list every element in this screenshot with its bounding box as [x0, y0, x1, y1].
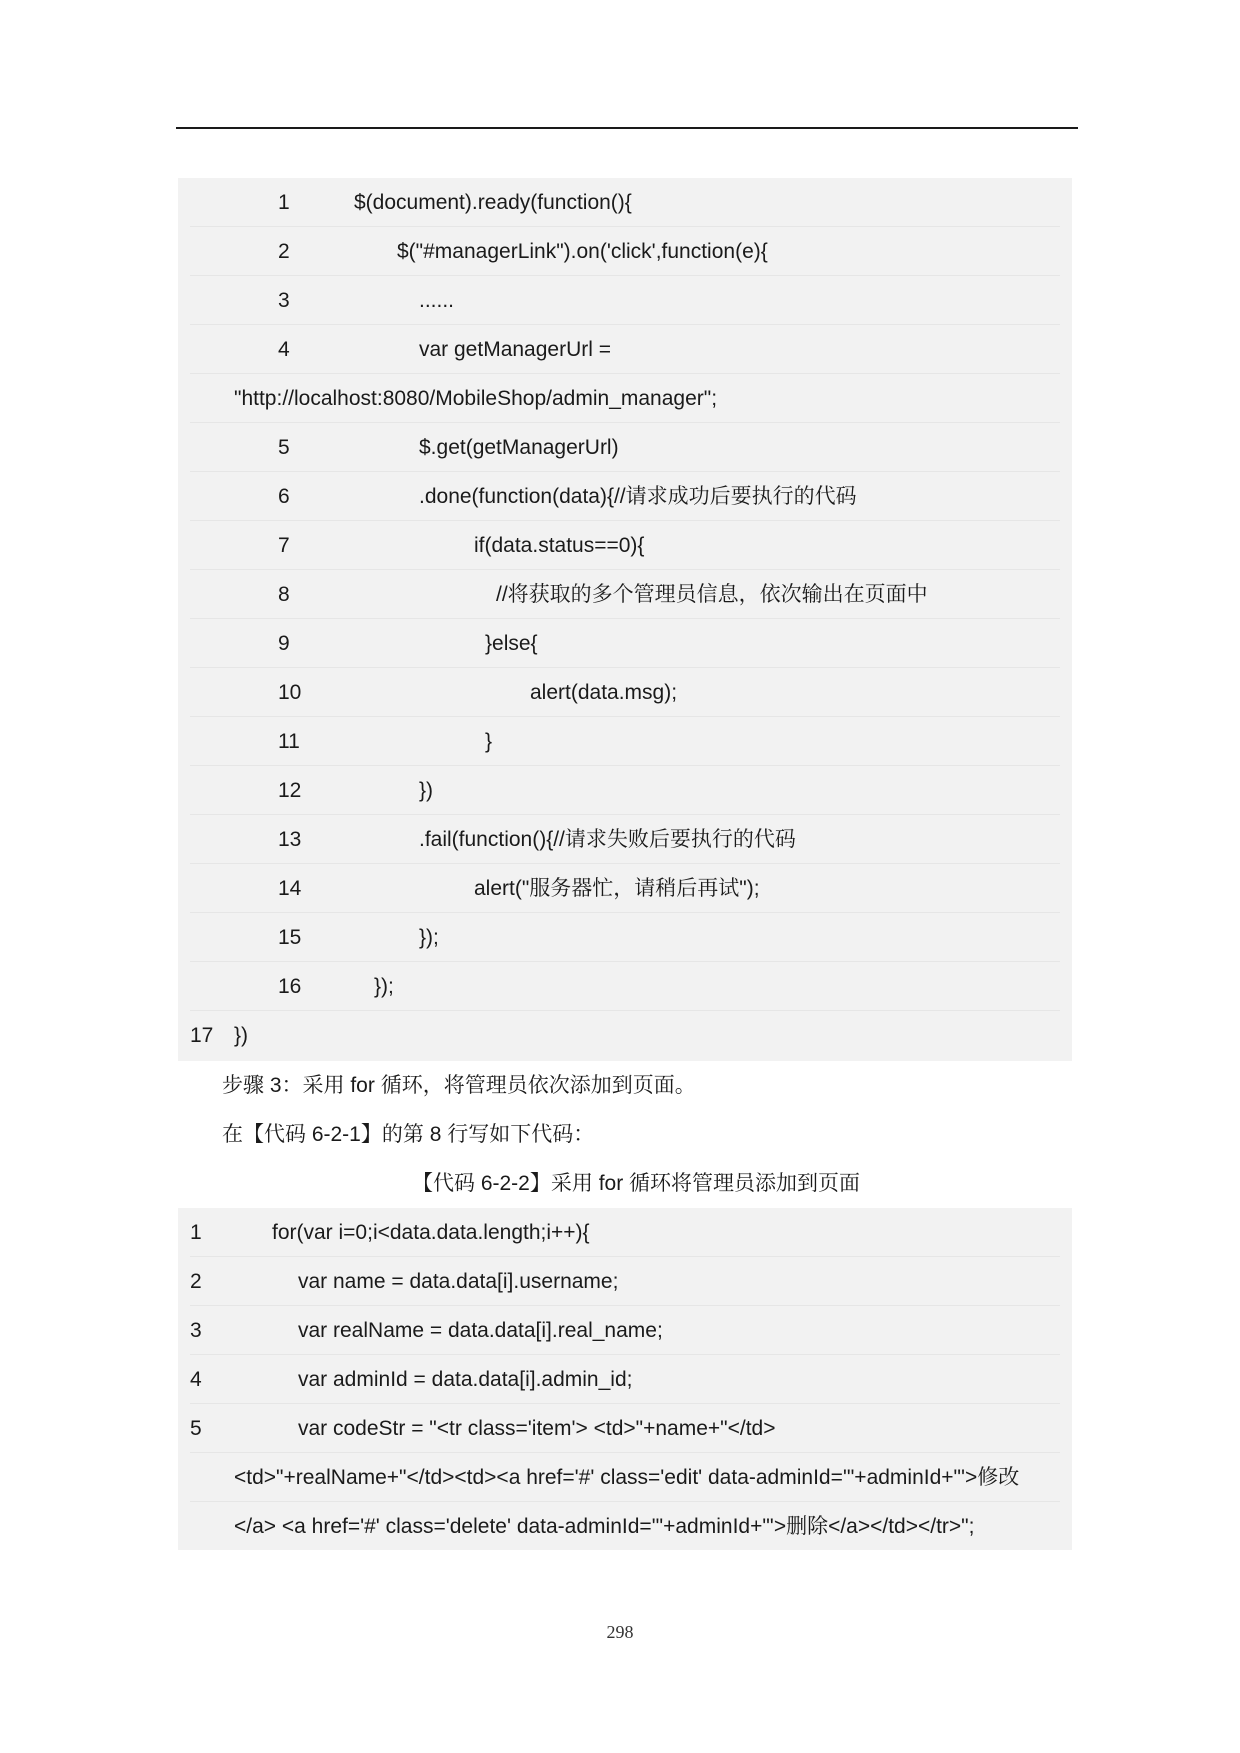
line-number: 5: [190, 1417, 202, 1440]
code-text: alert(data.msg);: [530, 681, 678, 704]
line-number: 4: [278, 338, 290, 361]
line-number: 6: [278, 485, 290, 508]
code-line: [178, 1306, 1072, 1355]
intro-text: 在【代码 6-2-1】的第 8 行写如下代码：: [222, 1123, 595, 1146]
code-line: [178, 423, 1072, 472]
code-line: [178, 1453, 1072, 1502]
line-number: 15: [278, 926, 302, 949]
line-number: 11: [278, 730, 300, 753]
code-text: for(var i=0;i<data.data.length;i++){: [272, 1221, 590, 1244]
code-text: $(document).ready(function(){: [354, 191, 632, 214]
code-line: [178, 1011, 1072, 1060]
line-number: 17: [190, 1024, 214, 1047]
code-line: [178, 864, 1072, 913]
code-text: //将获取的多个管理员信息，依次输出在页面中: [496, 583, 928, 606]
line-number: 16: [278, 975, 302, 998]
page-number: 298: [606, 1622, 634, 1642]
code-line: [178, 472, 1072, 521]
code-block-6-2-1: [178, 178, 1072, 1061]
code-line: [178, 374, 1072, 423]
header-rule: [176, 127, 1078, 129]
code-line: [178, 1208, 1072, 1257]
code-line: [178, 1404, 1072, 1453]
code-text: }: [485, 730, 493, 753]
line-number: 4: [190, 1368, 202, 1391]
code-line: [178, 570, 1072, 619]
line-number: 13: [278, 828, 302, 851]
line-number: 1: [190, 1221, 202, 1244]
code-line: [178, 521, 1072, 570]
code-text: <td>"+realName+"</td><td><a href='#' class='edit' data-adminId='"+adminId+"'>修改: [234, 1466, 1020, 1489]
code-text: var name = data.data[i].username;: [298, 1270, 619, 1293]
code-line: [178, 913, 1072, 962]
code-line: [178, 1257, 1072, 1306]
code-caption-6-2-2: 【代码 6-2-2】采用 for 循环将管理员添加到页面: [412, 1172, 861, 1195]
code-text: var realName = data.data[i].real_name;: [298, 1319, 663, 1342]
line-number: 5: [278, 436, 290, 459]
code-line: [178, 1355, 1072, 1404]
line-number: 3: [278, 289, 290, 312]
code-block-6-2-2: [178, 1208, 1072, 1550]
code-line: [178, 1502, 1072, 1551]
line-number: 8: [278, 583, 290, 606]
code-text: }): [419, 779, 434, 802]
code-line: [178, 276, 1072, 325]
code-text: .fail(function(){//请求失败后要执行的代码: [419, 828, 796, 851]
line-number: 2: [278, 240, 290, 263]
code-text: $.get(getManagerUrl): [419, 436, 619, 459]
line-number: 10: [278, 681, 302, 704]
code-line: [178, 815, 1072, 864]
code-line: [178, 717, 1072, 766]
code-text: alert("服务器忙，请稍后再试");: [474, 877, 760, 900]
code-line: [178, 668, 1072, 717]
code-text: if(data.status==0){: [474, 534, 645, 557]
code-line: [178, 325, 1072, 374]
line-number: 2: [190, 1270, 202, 1293]
code-text: var adminId = data.data[i].admin_id;: [298, 1368, 633, 1391]
code-line: [178, 619, 1072, 668]
line-number: 3: [190, 1319, 202, 1342]
code-line: [178, 766, 1072, 815]
line-number: 12: [278, 779, 302, 802]
code-text: });: [419, 926, 439, 949]
code-text: var codeStr = "<tr class='item'> <td>"+name+"</td>: [298, 1417, 776, 1440]
code-line: [178, 178, 1072, 227]
code-text: </a> <a href='#' class='delete' data-adminId='"+adminId+"'>删除</a></td></tr>";: [234, 1515, 975, 1538]
code-text: });: [374, 975, 394, 998]
code-line: [178, 962, 1072, 1011]
step-3-text: 步骤 3：采用 for 循环，将管理员依次添加到页面。: [222, 1074, 696, 1097]
line-number: 14: [278, 877, 302, 900]
line-number: 9: [278, 632, 290, 655]
code-text: .done(function(data){//请求成功后要执行的代码: [419, 485, 857, 508]
code-text: }): [234, 1024, 249, 1047]
code-text: ......: [419, 289, 455, 312]
line-number: 1: [278, 191, 290, 214]
code-text: $("#managerLink").on('click',function(e){: [397, 240, 768, 263]
code-line: [178, 227, 1072, 276]
code-text: "http://localhost:8080/MobileShop/admin_manager";: [234, 387, 718, 410]
code-text: var getManagerUrl =: [419, 338, 612, 361]
code-text: }else{: [485, 632, 538, 655]
line-number: 7: [278, 534, 290, 557]
